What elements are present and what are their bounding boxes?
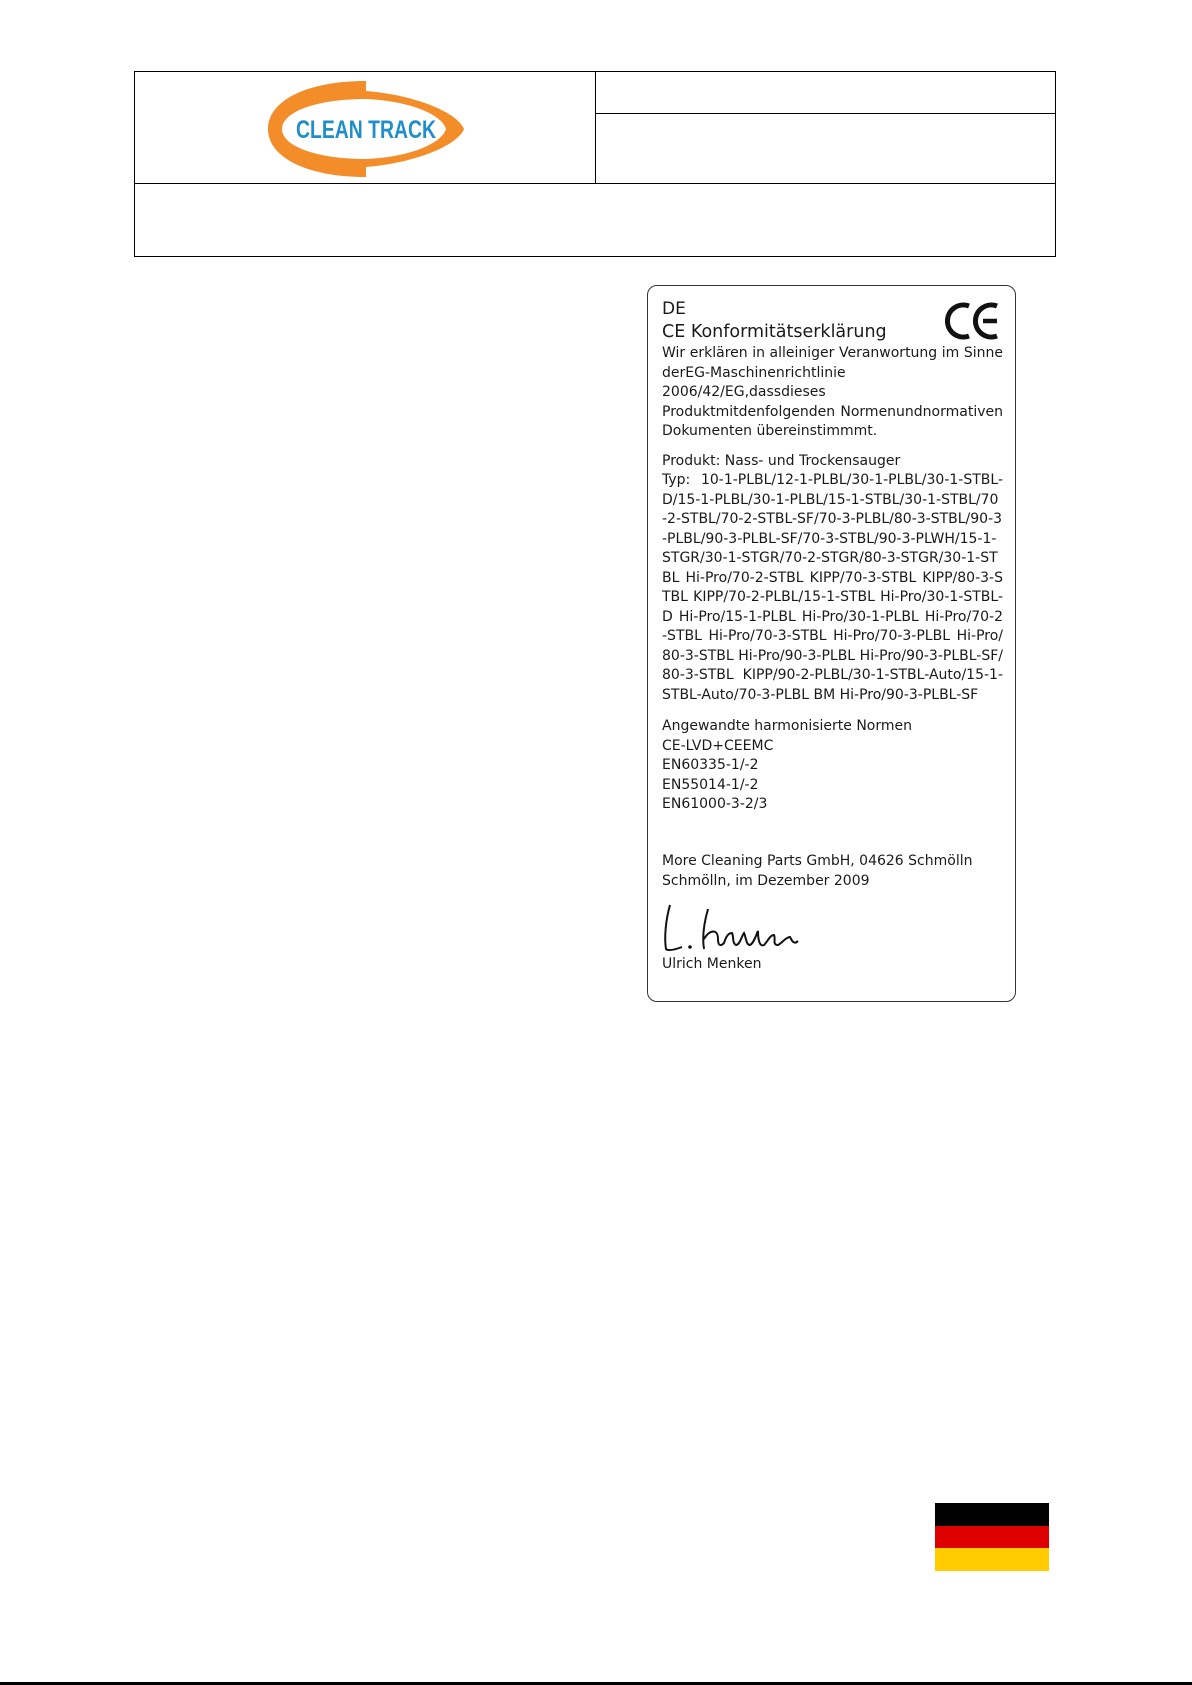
logo-text: CLEAN TRACK — [296, 116, 436, 144]
norm-item: EN55014-1/-2 — [662, 776, 759, 793]
logo-cell — [135, 72, 596, 184]
germany-flag-icon — [935, 1503, 1049, 1571]
signer-name: Ulrich Menken — [662, 955, 762, 972]
norms-block — [662, 717, 1003, 815]
header-cell-mid-right — [596, 114, 1055, 184]
declaration-title: CE Konformitätserklärung — [662, 322, 887, 342]
norm-item: EN61000-3-2/3 — [662, 796, 768, 812]
product-line: Produkt: Nass- und Trockensauger — [662, 452, 901, 469]
declaration-intro: Wir erklären in alleiniger Veranwortung im Sinne derEG-Maschinenrichtlinie 2006/42/EG,dassdieses Produktmitdenfolgenden Normenundnormativen Dokumenten übereinstimmmt. — [662, 345, 1003, 439]
norm-item: CE-LVD+CEEMC — [662, 737, 774, 754]
flag-stripe-red — [935, 1526, 1049, 1549]
header-cell-top-right — [596, 72, 1055, 114]
ce-mark-icon — [945, 300, 1001, 342]
norms-heading: Angewandte harmonisierte Normen — [662, 718, 912, 734]
flag-stripe-black — [935, 1503, 1049, 1526]
norm-item: EN60335-1/-2 — [662, 757, 759, 773]
header-table — [134, 71, 1056, 257]
clean-track-logo — [266, 79, 466, 179]
company-address: More Cleaning Parts GmbH, 04626 Schmölln — [662, 852, 973, 869]
flag-stripe-gold — [935, 1548, 1049, 1571]
product-types: Typ: 10-1-PLBL/12-1-PLBL/30-1-PLBL/30-1-STBL-D/15-1-PLBL/30-1-PLBL/15-1-STBL/30-1-STBL/70-2-STBL/70-2-STBL-SF/70-3-PLBL/80-3-STBL/90-3-PLBL/90-3-PLBL-SF/70-3-STBL/90-3-PLWH/15-1-STGR/30-1-STGR/70-2-STGR/80-3-STGR/30-1-STBL Hi-Pro/70-2-STBL KIPP/70-3-STBL KIPP/80-3-STBL KIPP/70-2-PLBL/15-1-STBL Hi-Pro/30-1-STBL-D Hi-Pro/15-1-PLBL Hi-Pro/30-1-PLBL Hi-Pro/70-2-STBL Hi-Pro/70-3-STBL Hi-Pro/70-3-PLBL Hi-Pro/80-3-STBL Hi-Pro/90-3-PLBL Hi-Pro/90-3-PLBL-SF/80-3-STBL KIPP/90-2-PLBL/30-1-STBL-Auto/15-1-STBL-Auto/70-3-PLBL BM Hi-Pro/90-3-PLBL-SF — [662, 472, 1003, 703]
language-code: DE — [662, 299, 686, 319]
place-date: Schmölln, im Dezember 2009 — [662, 872, 870, 889]
conformity-declaration-card — [647, 285, 1016, 1002]
handwritten-signature — [662, 901, 802, 955]
header-cell-bottom — [135, 184, 1055, 256]
